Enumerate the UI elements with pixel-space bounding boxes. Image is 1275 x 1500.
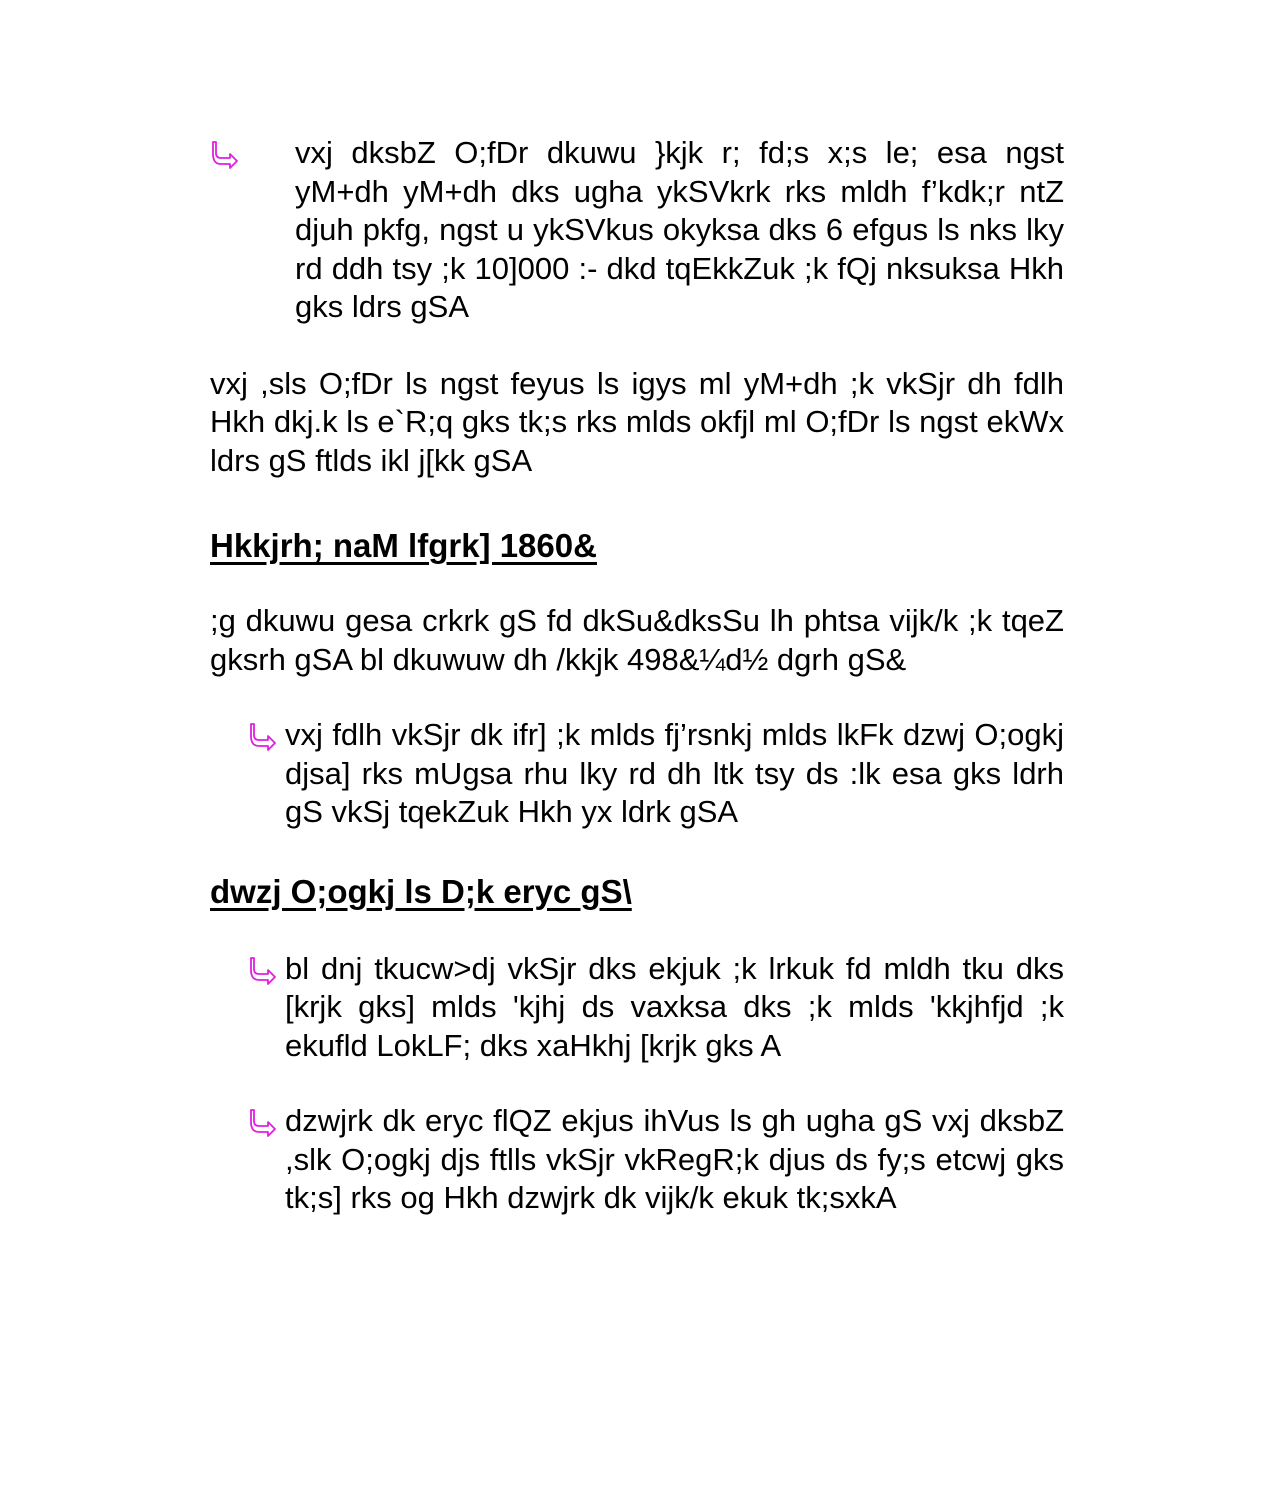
section-heading: dwzj O;ogkj ls D;k eryc gS\ xyxy=(210,872,632,910)
return-arrow-icon xyxy=(248,722,278,752)
bullet-text: bl dnj tkucw>dj vkSjr dks ekjuk ;k lrkuk fd mldh tku dks [krjk gks] mlds 'kjhj ds vaxksa dks ;k mlds 'kkjhfjd ;k ekufld LokLF; dks xaHkhj [krjk gks A xyxy=(285,950,1064,1063)
section-heading: Hkkjrh; naM lfgrk] 1860& xyxy=(210,527,597,564)
return-arrow-icon xyxy=(248,1108,278,1138)
bullet-text: vxj fdlh vkSjr dk ifr] ;k mlds fj’rsnkj mlds lkFk dzwj O;ogkj djsa] rks mUgsa rhu lky rd dh ltk tsy ds :lk esa gks ldrh gS vkSj tqekZuk Hkh yx ldrk gSA xyxy=(285,717,1064,829)
bullet-text: vxj dksbZ O;fDr dkuwu }kjk r; fd;s x;s le; esa ngst yM+dh yM+dh dks ugha ykSVkrk rks mldh f’kdk;r ntZ djuh pkfg, ngst u ykSVkus okyksa dks 6 efgus ls nks lky rd ddh tsy ;k 10]000 :- dkd tqEkkZuk ;k fQj nksuksa Hkh gks ldrs gSA xyxy=(295,135,1064,324)
paragraph: vxj ,sls O;fDr ls ngst feyus ls igys ml yM+dh ;k vkSjr dh fdlh Hkh dkj.k ls e`R;q gks tk;s rks mlds okfjl ml O;fDr ls ngst ekWx ldrs gS ftlds ikl j[kk gSA xyxy=(210,365,1064,478)
bullet-item xyxy=(210,716,1064,832)
return-arrow-icon xyxy=(248,956,278,986)
bullet-item xyxy=(210,950,1064,1066)
bullet-item xyxy=(210,1102,1064,1218)
bullet-item xyxy=(210,134,1064,327)
paragraph: ;g dkuwu gesa crkrk gS fd dkSu&dksSu lh phtsa vijk/k ;k tqeZ gksrh gSA bl dkuwuw dh /kkjk 498&¼d½ dgrh gS& xyxy=(210,603,1064,677)
return-arrow-icon xyxy=(210,140,240,170)
bullet-text: dzwjrk dk eryc flQZ ekjus ihVus ls gh ugha gS vxj dksbZ ,slk O;ogkj djs ftlls vkSjr vkRegR;k djus ds fy;s etcwj gks tk;s] rks og Hkh dzwjrk dk vijk/k ekuk tk;sxkA xyxy=(285,1103,1064,1215)
document-page xyxy=(210,134,1064,1218)
